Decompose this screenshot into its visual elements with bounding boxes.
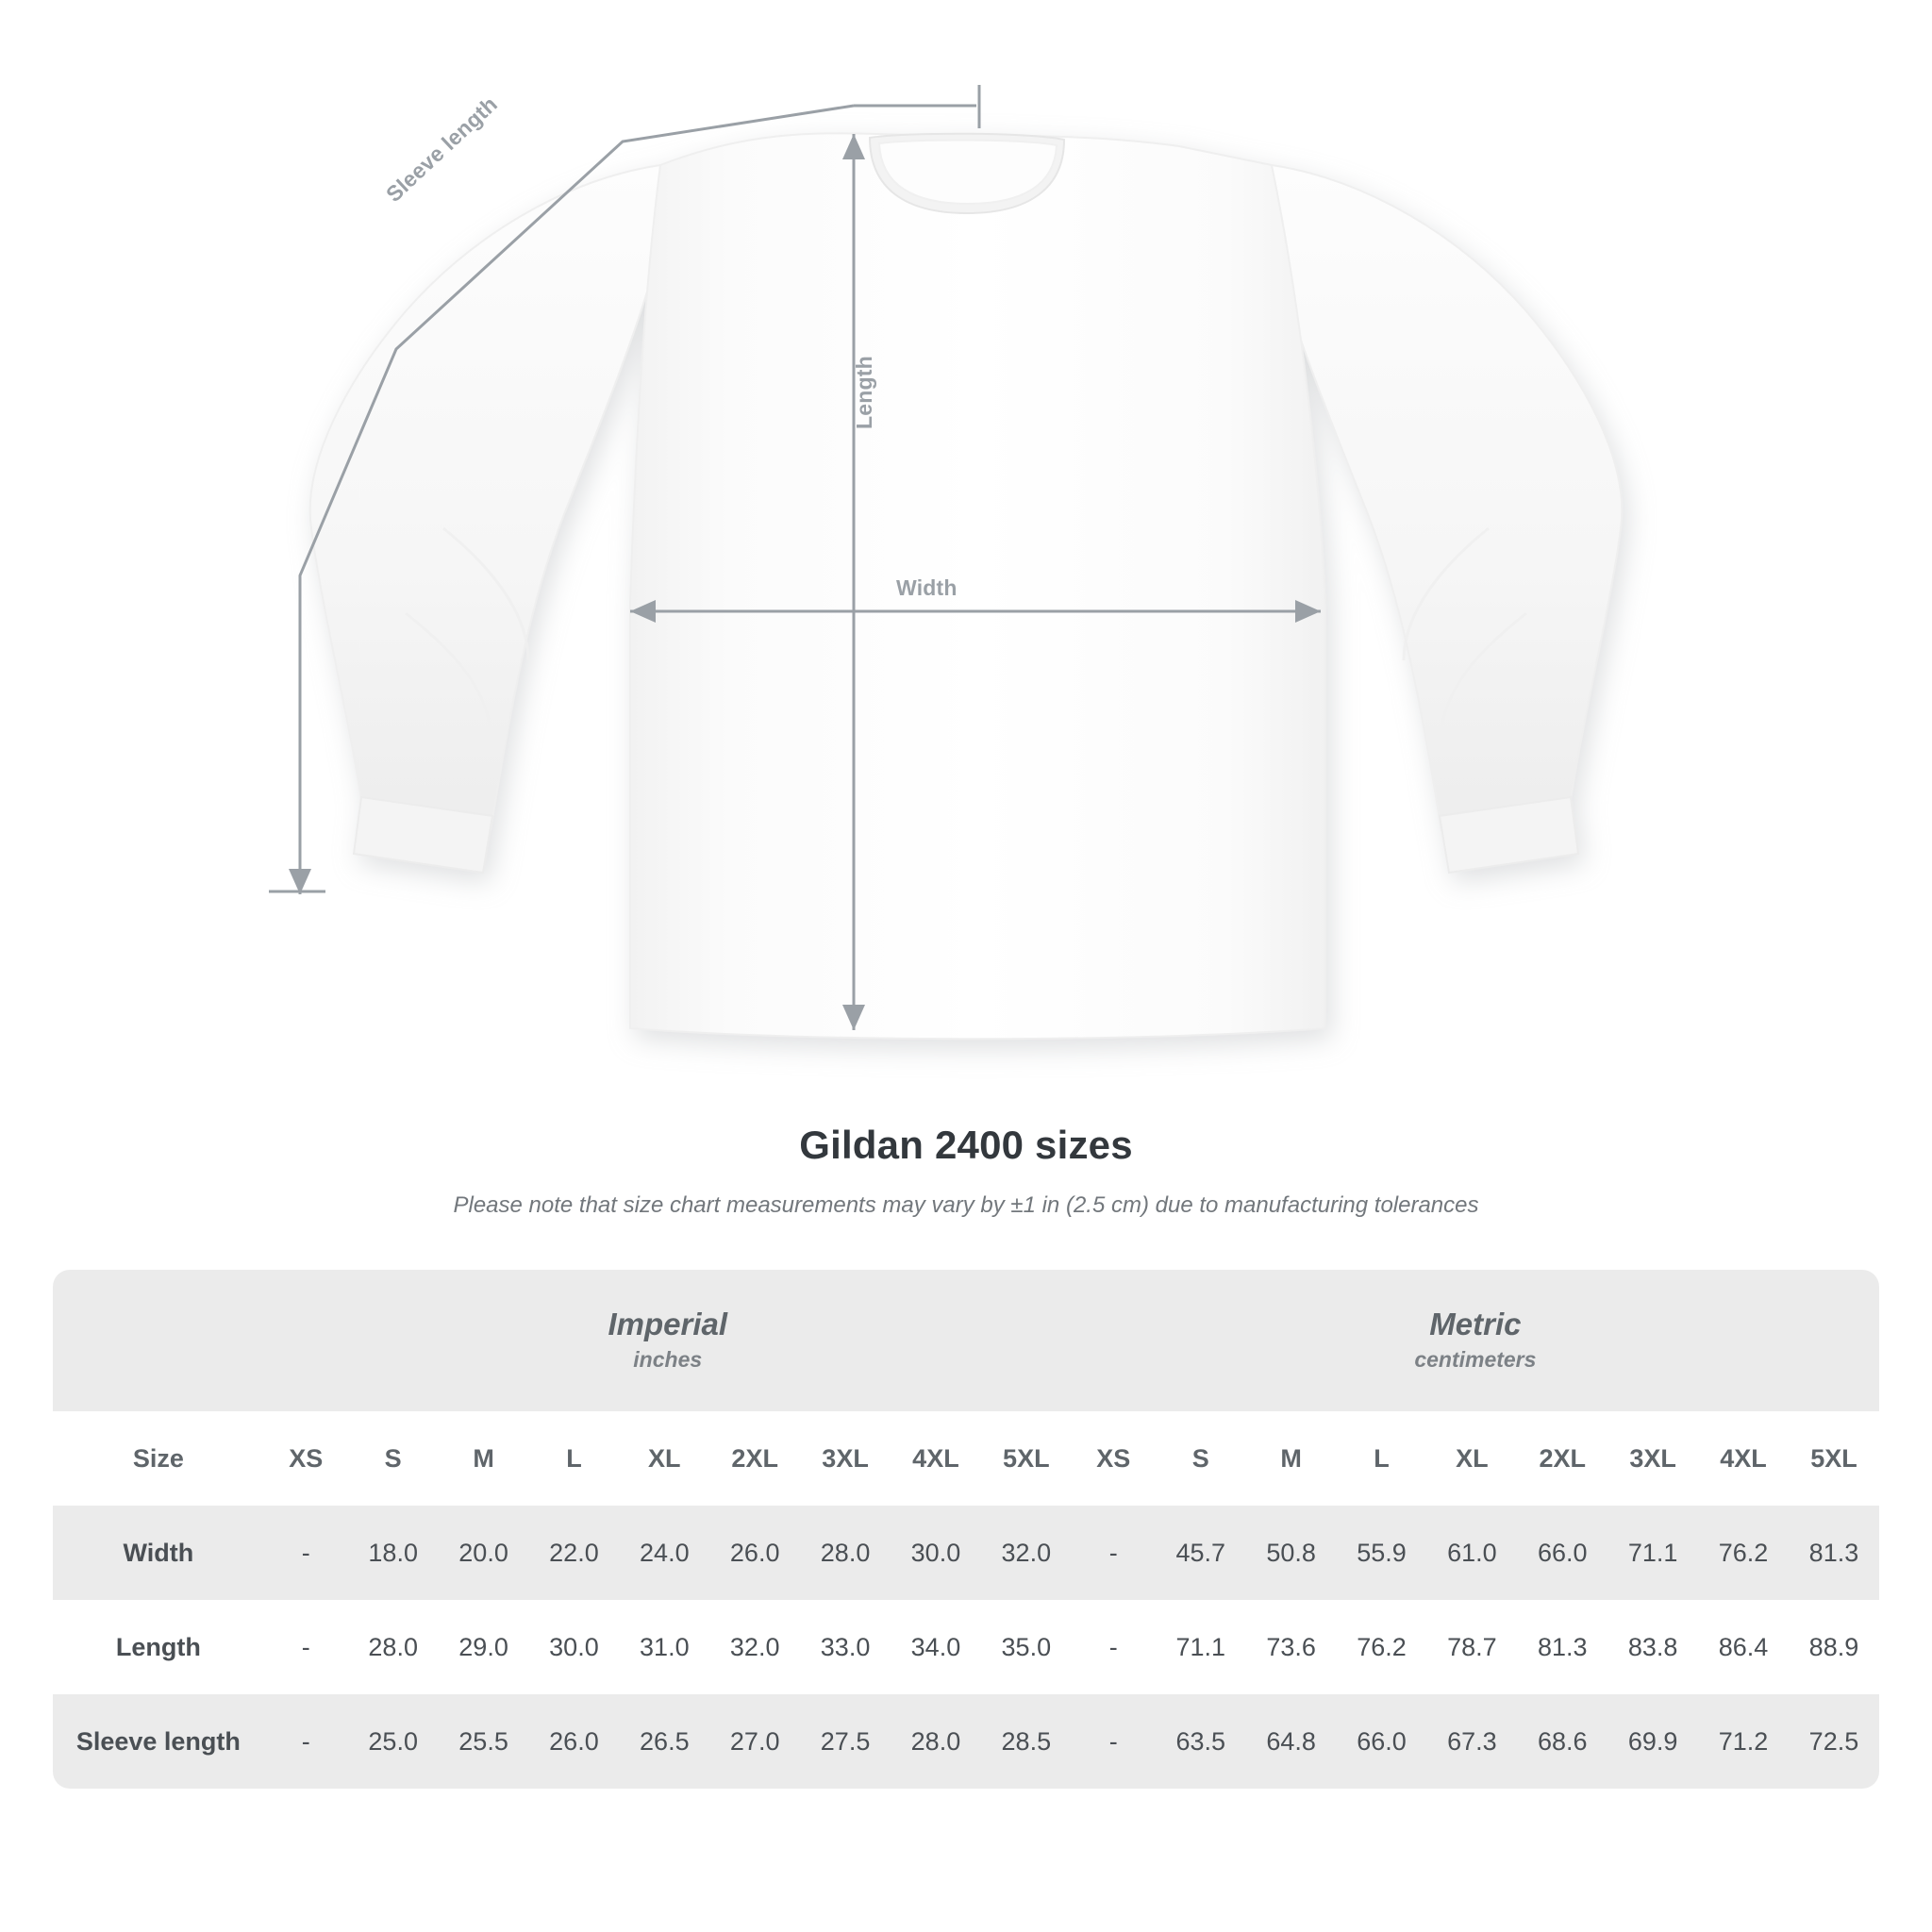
unit-group-metric: [1072, 1270, 1879, 1411]
cell-length-metric-5xl: 88.9: [1789, 1600, 1879, 1694]
cell-length-imperial-xl: 31.0: [619, 1600, 709, 1694]
cell-length-imperial-m: 29.0: [439, 1600, 529, 1694]
cell-sleeve-imperial-s: 25.0: [348, 1694, 439, 1789]
size-header-metric-s: S: [1156, 1411, 1246, 1506]
size-header-imperial-3xl: 3XL: [800, 1411, 891, 1506]
cell-width-metric-l: 55.9: [1337, 1506, 1427, 1600]
cell-length-metric-m: 73.6: [1246, 1600, 1337, 1694]
size-header-metric-xl: XL: [1426, 1411, 1517, 1506]
row-label-width: Width: [53, 1506, 264, 1600]
cell-length-metric-s: 71.1: [1156, 1600, 1246, 1694]
cell-sleeve-imperial-2xl: 27.0: [709, 1694, 800, 1789]
cell-length-imperial-xs: -: [264, 1600, 348, 1694]
length-annotation-label: Length: [852, 356, 876, 429]
size-header-imperial-5xl: 5XL: [981, 1411, 1072, 1506]
size-header-imperial-2xl: 2XL: [709, 1411, 800, 1506]
cell-length-metric-2xl: 81.3: [1517, 1600, 1607, 1694]
cell-sleeve-metric-xl: 67.3: [1426, 1694, 1517, 1789]
cell-width-imperial-2xl: 26.0: [709, 1506, 800, 1600]
size-header-metric-l: L: [1337, 1411, 1427, 1506]
cell-length-metric-3xl: 83.8: [1607, 1600, 1698, 1694]
cell-width-metric-s: 45.7: [1156, 1506, 1246, 1600]
cell-length-imperial-5xl: 35.0: [981, 1600, 1072, 1694]
cell-sleeve-metric-l: 66.0: [1337, 1694, 1427, 1789]
size-header-metric-m: M: [1246, 1411, 1337, 1506]
size-header-imperial-l: L: [529, 1411, 620, 1506]
size-header-imperial-xs: XS: [264, 1411, 348, 1506]
table-row: [53, 1600, 1879, 1694]
cell-width-imperial-m: 20.0: [439, 1506, 529, 1600]
title-block: [0, 1123, 1932, 1219]
cell-width-imperial-xs: -: [264, 1506, 348, 1600]
cell-sleeve-metric-xs: -: [1072, 1694, 1156, 1789]
cell-width-metric-m: 50.8: [1246, 1506, 1337, 1600]
cell-sleeve-metric-3xl: 69.9: [1607, 1694, 1698, 1789]
size-header-imperial-s: S: [348, 1411, 439, 1506]
unit-group-imperial-sub: inches: [633, 1347, 703, 1373]
size-header-metric-5xl: 5XL: [1789, 1411, 1879, 1506]
cell-length-metric-l: 76.2: [1337, 1600, 1427, 1694]
row-label-length: Length: [53, 1600, 264, 1694]
cell-sleeve-metric-s: 63.5: [1156, 1694, 1246, 1789]
cell-width-metric-2xl: 66.0: [1517, 1506, 1607, 1600]
tolerance-note: Please note that size chart measurements may vary by ±1 in (2.5 cm) due to manufacturing tolerances: [453, 1192, 1479, 1218]
size-chart-table: [53, 1270, 1879, 1789]
sleeve-length-annotation-label: Sleeve length: [381, 92, 503, 208]
cell-length-metric-4xl: 86.4: [1698, 1600, 1789, 1694]
cell-width-imperial-4xl: 30.0: [891, 1506, 981, 1600]
width-annotation-label: Width: [896, 575, 958, 600]
size-header-imperial-m: M: [439, 1411, 529, 1506]
unit-group-imperial: [264, 1270, 1072, 1411]
cell-sleeve-metric-5xl: 72.5: [1789, 1694, 1879, 1789]
size-chart-table-wrap: [53, 1270, 1879, 1789]
cell-length-imperial-4xl: 34.0: [891, 1600, 981, 1694]
size-header-metric-3xl: 3XL: [1607, 1411, 1698, 1506]
cell-width-imperial-3xl: 28.0: [800, 1506, 891, 1600]
cell-length-imperial-s: 28.0: [348, 1600, 439, 1694]
cell-width-imperial-l: 22.0: [529, 1506, 620, 1600]
cell-sleeve-imperial-m: 25.5: [439, 1694, 529, 1789]
cell-sleeve-metric-4xl: 71.2: [1698, 1694, 1789, 1789]
size-header-row: [53, 1411, 1879, 1506]
cell-length-metric-xl: 78.7: [1426, 1600, 1517, 1694]
cell-width-metric-xl: 61.0: [1426, 1506, 1517, 1600]
cell-width-metric-3xl: 71.1: [1607, 1506, 1698, 1600]
cell-width-imperial-xl: 24.0: [619, 1506, 709, 1600]
table-row: [53, 1694, 1879, 1789]
size-header-imperial-4xl: 4XL: [891, 1411, 981, 1506]
cell-sleeve-imperial-xs: -: [264, 1694, 348, 1789]
size-header-imperial-xl: XL: [619, 1411, 709, 1506]
cell-sleeve-imperial-4xl: 28.0: [891, 1694, 981, 1789]
cell-width-metric-xs: -: [1072, 1506, 1156, 1600]
cell-length-metric-xs: -: [1072, 1600, 1156, 1694]
cell-width-imperial-5xl: 32.0: [981, 1506, 1072, 1600]
cell-sleeve-imperial-l: 26.0: [529, 1694, 620, 1789]
unit-group-metric-sub: centimeters: [1414, 1347, 1537, 1373]
unit-group-metric-name: Metric: [1429, 1307, 1522, 1342]
cell-width-metric-5xl: 81.3: [1789, 1506, 1879, 1600]
unit-group-row: [53, 1270, 1879, 1411]
cell-length-imperial-2xl: 32.0: [709, 1600, 800, 1694]
page-title: Gildan 2400 sizes: [799, 1123, 1133, 1167]
size-header-label: Size: [53, 1411, 264, 1506]
table-row: [53, 1506, 1879, 1600]
cell-sleeve-metric-2xl: 68.6: [1517, 1694, 1607, 1789]
table-corner-cell: [53, 1270, 264, 1411]
cell-sleeve-imperial-3xl: 27.5: [800, 1694, 891, 1789]
row-label-sleeve-length: Sleeve length: [53, 1694, 264, 1789]
unit-group-imperial-name: Imperial: [608, 1307, 728, 1342]
cell-length-imperial-l: 30.0: [529, 1600, 620, 1694]
cell-width-imperial-s: 18.0: [348, 1506, 439, 1600]
cell-width-metric-4xl: 76.2: [1698, 1506, 1789, 1600]
size-header-metric-2xl: 2XL: [1517, 1411, 1607, 1506]
cell-length-imperial-3xl: 33.0: [800, 1600, 891, 1694]
size-header-metric-xs: XS: [1072, 1411, 1156, 1506]
cell-sleeve-imperial-xl: 26.5: [619, 1694, 709, 1789]
size-header-metric-4xl: 4XL: [1698, 1411, 1789, 1506]
cell-sleeve-metric-m: 64.8: [1246, 1694, 1337, 1789]
cell-sleeve-imperial-5xl: 28.5: [981, 1694, 1072, 1789]
